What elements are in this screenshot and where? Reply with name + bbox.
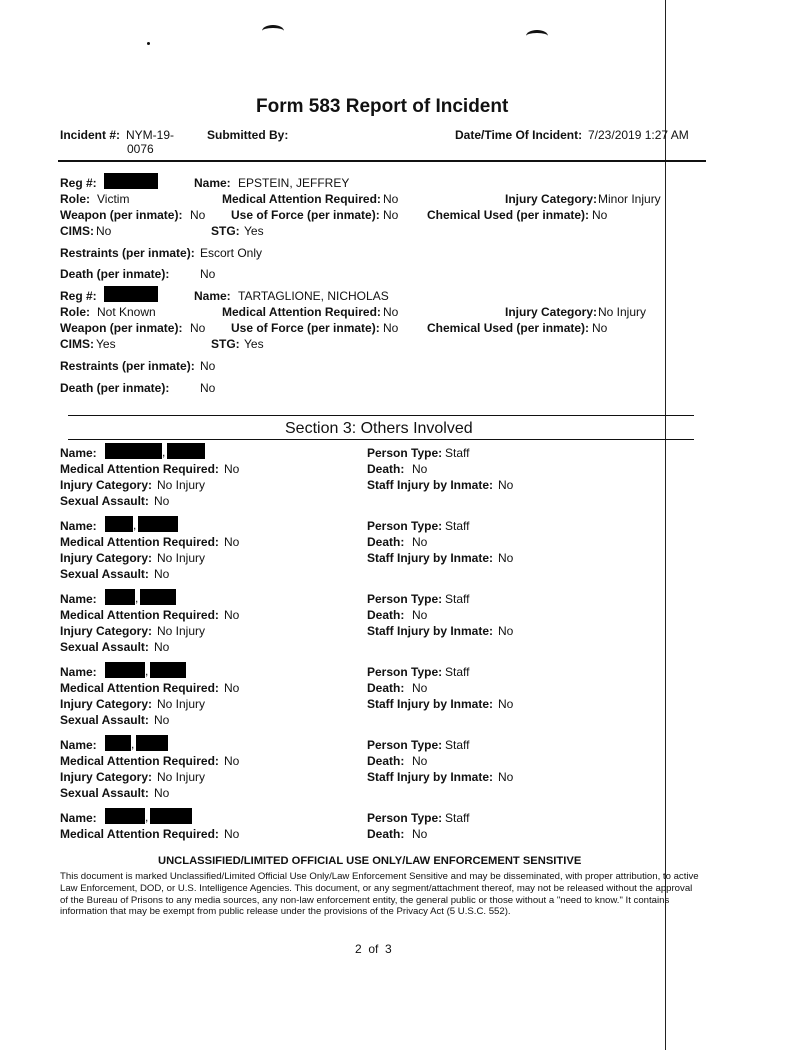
redaction-block bbox=[105, 808, 145, 824]
medical-value: No bbox=[383, 305, 399, 319]
medical-label: Medical Attention Required: bbox=[222, 305, 381, 319]
sexual-assault-value: No bbox=[154, 640, 170, 654]
death-label: Death: bbox=[367, 681, 405, 695]
restraints-label: Restraints (per inmate): bbox=[60, 359, 195, 373]
death-label: Death: bbox=[367, 754, 405, 768]
death-label: Death: bbox=[367, 535, 405, 549]
medical-label: Medical Attention Required: bbox=[60, 681, 219, 695]
sexual-assault-value: No bbox=[154, 786, 170, 800]
name-label: Name: bbox=[194, 176, 231, 190]
cims-label: CIMS: bbox=[60, 337, 94, 351]
redaction-block bbox=[105, 516, 133, 532]
person-type-value: Staff bbox=[445, 446, 470, 460]
restraints-value: No bbox=[200, 359, 216, 373]
injury-category-label: Injury Category: bbox=[60, 551, 153, 565]
redaction-block bbox=[136, 735, 168, 751]
redacted-name: , bbox=[105, 443, 205, 459]
header-divider bbox=[58, 160, 706, 162]
redaction-block bbox=[167, 443, 205, 459]
sexual-assault-value: No bbox=[154, 494, 170, 508]
death-label: Death: bbox=[367, 608, 405, 622]
injury-category-label: Injury Category: bbox=[505, 192, 598, 206]
incident-number-value-line2: 0076 bbox=[127, 142, 154, 156]
person-type-label: Person Type: bbox=[367, 811, 443, 825]
person-type-value: Staff bbox=[445, 811, 470, 825]
medical-value: No bbox=[224, 827, 240, 841]
name-label: Name: bbox=[60, 665, 97, 679]
chemical-used-label: Chemical Used (per inmate): bbox=[427, 321, 590, 335]
inmate-name: EPSTEIN, JEFFREY bbox=[238, 176, 350, 190]
reg-label: Reg #: bbox=[60, 176, 97, 190]
use-of-force-label: Use of Force (per inmate): bbox=[231, 321, 380, 335]
punch-hole-mark-right bbox=[526, 30, 548, 42]
weapon-label: Weapon (per inmate): bbox=[60, 321, 183, 335]
injury-category-value: No Injury bbox=[157, 624, 206, 638]
injury-category-value: Minor Injury bbox=[598, 192, 661, 206]
injury-category-value: No Injury bbox=[157, 770, 206, 784]
stg-label: STG: bbox=[211, 224, 240, 238]
role-value: Not Known bbox=[97, 305, 156, 319]
medical-label: Medical Attention Required: bbox=[60, 827, 219, 841]
medical-value: No bbox=[224, 681, 240, 695]
injury-category-label: Injury Category: bbox=[60, 478, 153, 492]
person-type-value: Staff bbox=[445, 738, 470, 752]
staff-injury-label: Staff Injury by Inmate: bbox=[367, 697, 494, 711]
weapon-value: No bbox=[190, 321, 206, 335]
death-label: Death: bbox=[367, 827, 405, 841]
reg-label: Reg #: bbox=[60, 289, 97, 303]
medical-value: No bbox=[224, 754, 240, 768]
staff-injury-value: No bbox=[498, 551, 514, 565]
injury-category-label: Injury Category: bbox=[505, 305, 598, 319]
page-number: 2 of 3 bbox=[355, 942, 392, 956]
name-label: Name: bbox=[60, 592, 97, 606]
redaction-block bbox=[105, 735, 131, 751]
cims-value: No bbox=[96, 224, 112, 238]
person-type-value: Staff bbox=[445, 592, 470, 606]
section-divider-bottom bbox=[68, 439, 694, 440]
injury-category-label: Injury Category: bbox=[60, 697, 153, 711]
person-type-value: Staff bbox=[445, 665, 470, 679]
redaction-block bbox=[150, 662, 186, 678]
name-label: Name: bbox=[60, 446, 97, 460]
chemical-used-label: Chemical Used (per inmate): bbox=[427, 208, 590, 222]
staff-injury-value: No bbox=[498, 478, 514, 492]
redaction-block bbox=[138, 516, 178, 532]
name-label: Name: bbox=[60, 519, 97, 533]
redaction-block bbox=[105, 589, 135, 605]
redacted-name: , bbox=[105, 808, 192, 824]
scan-speck bbox=[147, 42, 150, 45]
staff-injury-value: No bbox=[498, 770, 514, 784]
sexual-assault-label: Sexual Assault: bbox=[60, 713, 149, 727]
use-of-force-value: No bbox=[383, 208, 399, 222]
death-value: No bbox=[412, 462, 428, 476]
death-value: No bbox=[412, 535, 428, 549]
staff-injury-value: No bbox=[498, 697, 514, 711]
death-label: Death (per inmate): bbox=[60, 267, 170, 281]
stg-value: Yes bbox=[244, 224, 264, 238]
stg-value: Yes bbox=[244, 337, 264, 351]
sexual-assault-label: Sexual Assault: bbox=[60, 640, 149, 654]
medical-label: Medical Attention Required: bbox=[60, 754, 219, 768]
injury-category-label: Injury Category: bbox=[60, 624, 153, 638]
person-type-value: Staff bbox=[445, 519, 470, 533]
death-value: No bbox=[412, 608, 428, 622]
name-label: Name: bbox=[60, 811, 97, 825]
medical-value: No bbox=[224, 608, 240, 622]
medical-value: No bbox=[224, 535, 240, 549]
injury-category-value: No Injury bbox=[157, 551, 206, 565]
person-type-label: Person Type: bbox=[367, 592, 443, 606]
chemical-used-value: No bbox=[592, 321, 608, 335]
death-value: No bbox=[412, 827, 428, 841]
restraints-label: Restraints (per inmate): bbox=[60, 246, 195, 260]
medical-label: Medical Attention Required: bbox=[222, 192, 381, 206]
staff-injury-label: Staff Injury by Inmate: bbox=[367, 551, 494, 565]
incident-number-label: Incident #: bbox=[60, 128, 121, 142]
person-type-label: Person Type: bbox=[367, 446, 443, 460]
inmate-name: TARTAGLIONE, NICHOLAS bbox=[238, 289, 389, 303]
role-label: Role: bbox=[60, 305, 90, 319]
redaction-block bbox=[105, 443, 162, 459]
weapon-value: No bbox=[190, 208, 206, 222]
sexual-assault-label: Sexual Assault: bbox=[60, 786, 149, 800]
injury-category-value: No Injury bbox=[157, 697, 206, 711]
redacted-name: , bbox=[105, 735, 168, 751]
redaction-block bbox=[150, 808, 192, 824]
page-title: Form 583 Report of Incident bbox=[256, 96, 509, 117]
person-type-label: Person Type: bbox=[367, 738, 443, 752]
role-value: Victim bbox=[97, 192, 130, 206]
role-label: Role: bbox=[60, 192, 90, 206]
redacted-name: , bbox=[105, 589, 176, 605]
weapon-label: Weapon (per inmate): bbox=[60, 208, 183, 222]
sexual-assault-label: Sexual Assault: bbox=[60, 567, 149, 581]
staff-injury-label: Staff Injury by Inmate: bbox=[367, 770, 494, 784]
datetime-label: Date/Time Of Incident: bbox=[455, 128, 583, 142]
medical-label: Medical Attention Required: bbox=[60, 462, 219, 476]
redacted-name: , bbox=[105, 662, 186, 678]
death-value: No bbox=[200, 267, 216, 281]
redaction-block bbox=[104, 286, 158, 302]
section-divider-top bbox=[68, 415, 694, 416]
sexual-assault-label: Sexual Assault: bbox=[60, 494, 149, 508]
medical-label: Medical Attention Required: bbox=[60, 535, 219, 549]
use-of-force-value: No bbox=[383, 321, 399, 335]
medical-value: No bbox=[224, 462, 240, 476]
person-type-label: Person Type: bbox=[367, 665, 443, 679]
death-label: Death: bbox=[367, 462, 405, 476]
redaction-block bbox=[104, 173, 158, 189]
medical-label: Medical Attention Required: bbox=[60, 608, 219, 622]
submitted-by-label: Submitted By: bbox=[207, 128, 289, 142]
datetime-value: 7/23/2019 1:27 AM bbox=[588, 128, 689, 142]
chemical-used-value: No bbox=[592, 208, 608, 222]
person-type-label: Person Type: bbox=[367, 519, 443, 533]
death-value: No bbox=[412, 754, 428, 768]
death-value: No bbox=[412, 681, 428, 695]
cims-value: Yes bbox=[96, 337, 116, 351]
redaction-block bbox=[140, 589, 176, 605]
redacted-name: , bbox=[105, 516, 178, 532]
section-title: Section 3: Others Involved bbox=[285, 420, 473, 437]
staff-injury-value: No bbox=[498, 624, 514, 638]
name-label: Name: bbox=[194, 289, 231, 303]
stg-label: STG: bbox=[211, 337, 240, 351]
sexual-assault-value: No bbox=[154, 567, 170, 581]
staff-injury-label: Staff Injury by Inmate: bbox=[367, 478, 494, 492]
medical-value: No bbox=[383, 192, 399, 206]
redaction-block bbox=[105, 662, 145, 678]
punch-hole-mark-left bbox=[262, 25, 284, 37]
cims-label: CIMS: bbox=[60, 224, 94, 238]
death-value: No bbox=[200, 381, 216, 395]
classification-banner: UNCLASSIFIED/LIMITED OFFICIAL USE ONLY/LAW ENFORCEMENT SENSITIVE bbox=[158, 855, 582, 867]
death-label: Death (per inmate): bbox=[60, 381, 170, 395]
incident-number-value-line1: NYM-19- bbox=[126, 128, 175, 142]
staff-injury-label: Staff Injury by Inmate: bbox=[367, 624, 494, 638]
name-label: Name: bbox=[60, 738, 97, 752]
sexual-assault-value: No bbox=[154, 713, 170, 727]
injury-category-value: No Injury bbox=[598, 305, 647, 319]
injury-category-label: Injury Category: bbox=[60, 770, 153, 784]
dissemination-notice: This document is marked Unclassified/Limited Official Use Only/Law Enforcement Sensitive and may be disseminated, with proper attribution, to active Law Enforcement, DOD, or U.S. Intelligence Agencies. This document, or any segment/attachment thereof, may not be released without the approval of the Bureau of Prisons to any media sources, any non-law enforcement entity, the general public or those without a "need to know." It contains information that may be exempt from public release under the provisions of the Privacy Act (5 U.S.C. 552). bbox=[60, 871, 699, 918]
restraints-value: Escort Only bbox=[200, 246, 263, 260]
injury-category-value: No Injury bbox=[157, 478, 206, 492]
use-of-force-label: Use of Force (per inmate): bbox=[231, 208, 380, 222]
